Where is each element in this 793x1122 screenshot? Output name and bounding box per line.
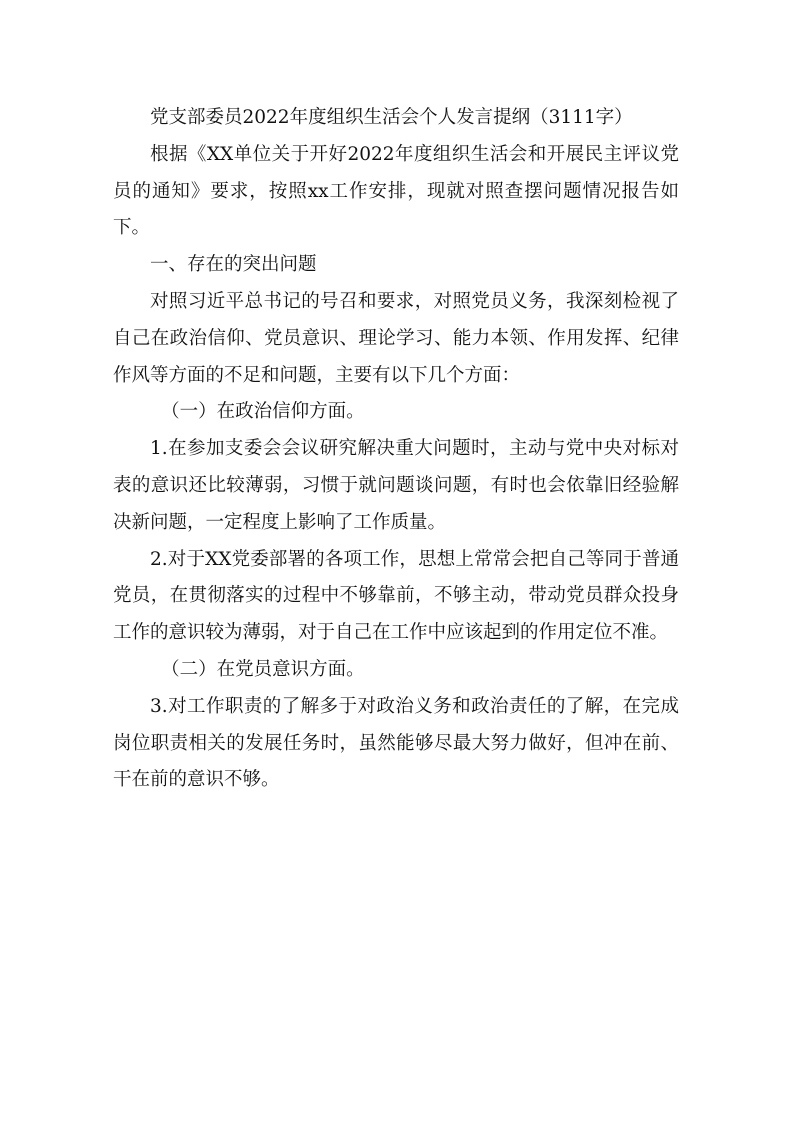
intro-paragraph: 根据《XX单位关于开好2022年度组织生活会和开展民主评议党员的通知》要求，按照xx工作安排，现就对照查摆问题情况报告如下。 <box>113 143 679 239</box>
document-body <box>113 100 679 799</box>
subsection-heading-party-awareness: （二）在党员意识方面。 <box>161 658 365 680</box>
item-paragraph-1: 1.在参加支委会会议研究解决重大问题时，主动与党中央对标对表的意识还比较薄弱，习惯于就问题谈问题，有时也会依靠旧经验解决新问题，一定程度上影响了工作质量。 <box>113 438 679 533</box>
document-title: 党支部委员2022年度组织生活会个人发言提纲（3111字） <box>150 107 633 128</box>
problems-overview-paragraph: 对照习近平总书记的号召和要求，对照党员义务，我深刻检视了自己在政治信仰、党员意识、理论学习、能力本领、作用发挥、纪律作风等方面的不足和问题，主要有以下几个方面： <box>113 290 679 386</box>
item-paragraph-2: 2.对于XX党委部署的各项工作，思想上常常会把自己等同于普通党员，在贯彻落实的过程中不够靠前，不够主动，带动党员群众投身工作的意识较为薄弱，对于自己在工作中应该起到的作用定位不准。 <box>113 548 679 644</box>
item-paragraph-3: 3.对工作职责的了解多于对政治义务和政治责任的了解，在完成岗位职责相关的发展任务时，虽然能够尽最大努力做好，但冲在前、干在前的意识不够。 <box>113 695 679 791</box>
subsection-heading-political-belief: （一）在政治信仰方面。 <box>161 401 365 423</box>
section-heading-problems: 一、存在的突出问题 <box>150 254 317 276</box>
